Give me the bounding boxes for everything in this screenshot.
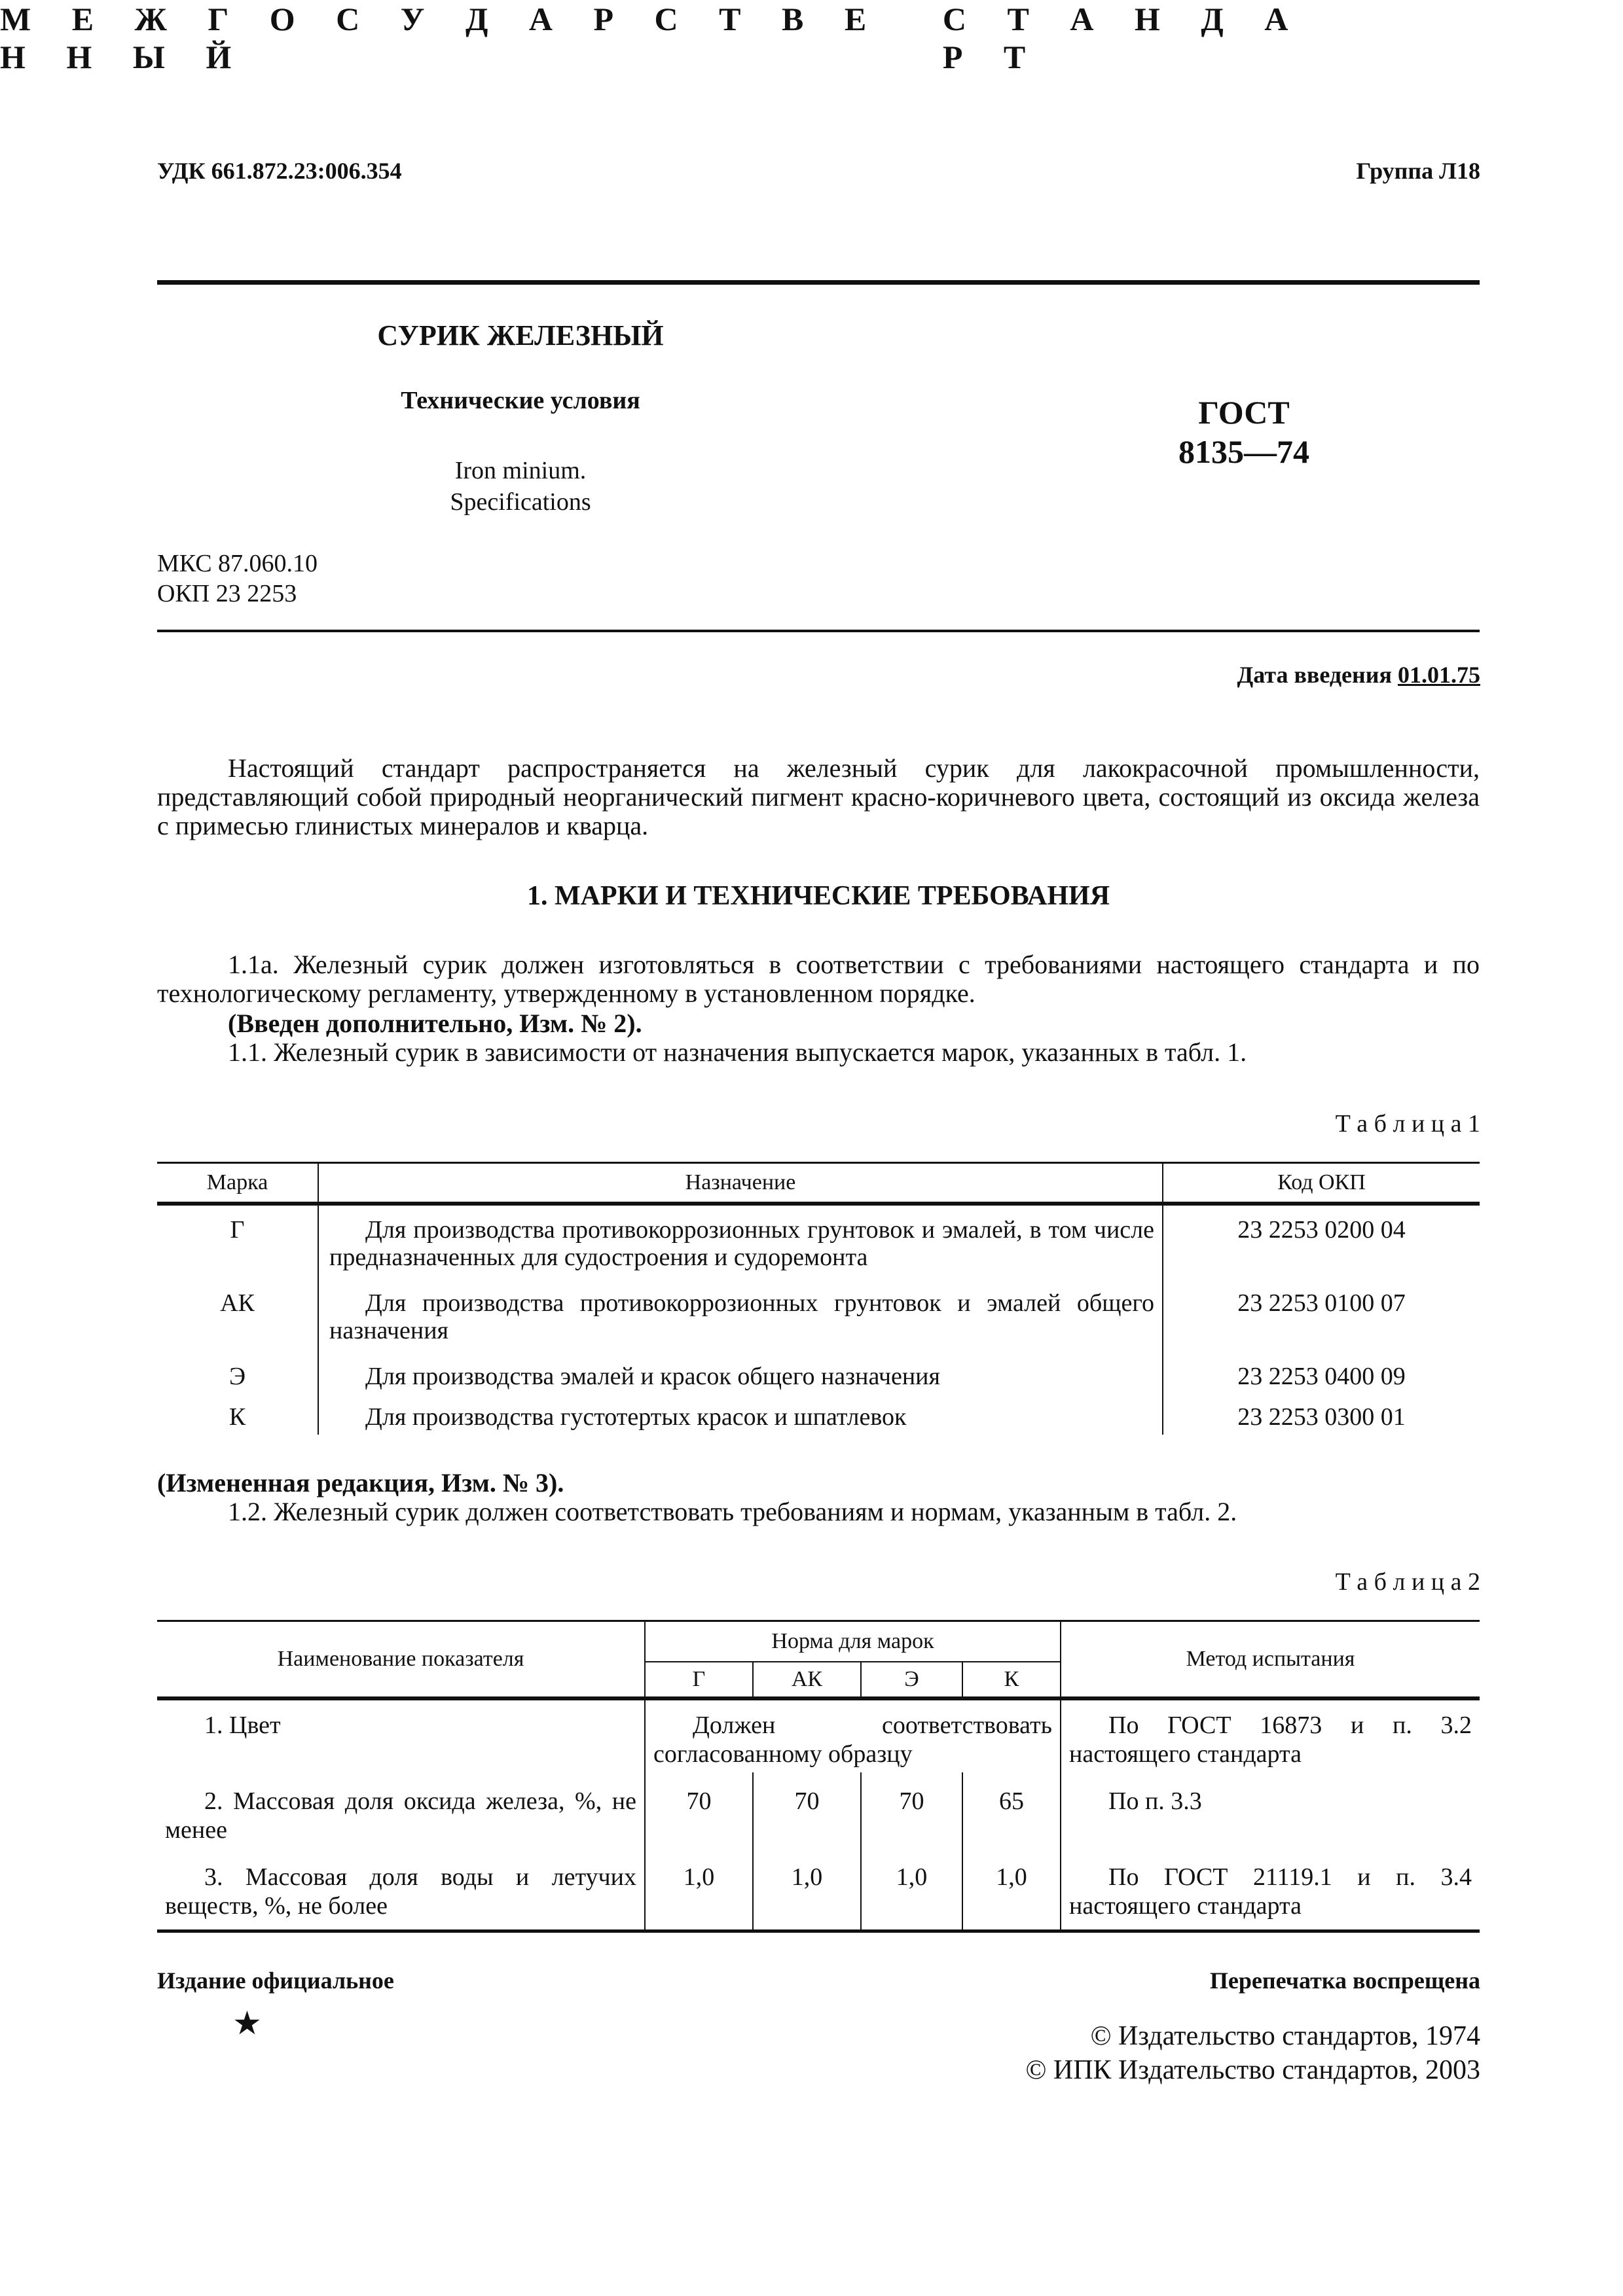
- table-1: [157, 1162, 1480, 1435]
- t2-value-ak: 1,0: [753, 1848, 861, 1931]
- standard-label: С Т А Н Д А Р Т: [942, 1, 1305, 75]
- classification-codes: [157, 548, 318, 609]
- t1-code: 23 2253 0200 04: [1163, 1204, 1480, 1275]
- star-icon: ★: [232, 2005, 262, 2041]
- t2-value-e: 1,0: [861, 1848, 962, 1931]
- gost-label: ГОСТ: [1198, 394, 1290, 431]
- copyright-1974: © Издательство стандартов, 1974: [1090, 2021, 1480, 2051]
- interstate-standard-banner: [0, 0, 1322, 76]
- header-rule: [157, 280, 1480, 285]
- udk-code: УДК 661.872.23:006.354: [157, 158, 402, 184]
- table-row: [157, 1275, 1480, 1348]
- paragraph-1-1a: 1.1а. Железный сурик должен изготовляться в соответствии с требованиями настоящего стандарта и по технологическому регламенту, утвержденному в установленном порядке.: [157, 950, 1480, 1008]
- date-value: 01.01.75: [1398, 662, 1480, 688]
- t1-header-grade: Марка: [157, 1163, 318, 1204]
- title-rule: [157, 630, 1480, 632]
- t1-purpose: Для производства эмалей и красок общего назначения: [318, 1348, 1163, 1394]
- t1-header-code: Код ОКП: [1163, 1163, 1480, 1204]
- t2-indicator: 2. Массовая доля оксида железа, %, не менее: [165, 1787, 636, 1844]
- reprint-prohibited: Перепечатка воспрещена: [1209, 1967, 1480, 1994]
- t2-header-grade-e: Э: [861, 1662, 962, 1698]
- t1-grade: Г: [230, 1216, 245, 1244]
- group-code: Группа Л18: [1356, 158, 1480, 184]
- section-1-heading: 1. МАРКИ И ТЕХНИЧЕСКИЕ ТРЕБОВАНИЯ: [526, 881, 1110, 911]
- t2-indicator: 3. Массовая доля воды и летучих веществ, %, не более: [165, 1863, 636, 1920]
- date-label: Дата введения: [1237, 662, 1392, 688]
- note-1-1a: (Введен дополнительно, Изм. № 2).: [228, 1009, 642, 1038]
- paragraph-1-2: 1.2. Железный сурик должен соответствовать требованиям и нормам, указанным в табл. 2.: [228, 1497, 1237, 1526]
- t1-grade: К: [228, 1403, 246, 1431]
- t2-indicator: 1. Цвет: [204, 1711, 281, 1739]
- t2-header-method: Метод испытания: [1061, 1621, 1480, 1698]
- t1-grade: АК: [220, 1289, 255, 1317]
- t2-method: По п. 3.3: [1061, 1772, 1480, 1848]
- english-title-line-2: Specifications: [450, 488, 591, 516]
- document-subtitle: Технические условия: [401, 387, 640, 414]
- t2-header-grade-k: К: [962, 1662, 1061, 1698]
- t2-value-g: 1,0: [645, 1848, 753, 1931]
- document-title: СУРИК ЖЕЛЕЗНЫЙ: [377, 319, 664, 351]
- t1-purpose: Для производства противокоррозионных грунтовок и эмалей общего назначения: [318, 1275, 1163, 1348]
- note-table-1: (Измененная редакция, Изм. № 3).: [157, 1468, 564, 1498]
- t2-value-k: 65: [962, 1772, 1061, 1848]
- table-row: [157, 1204, 1480, 1275]
- t2-header-norm: Норма для марок: [645, 1621, 1061, 1662]
- paragraph-1-1: 1.1. Железный сурик в зависимости от назначения выпускается марок, указанных в табл. 1.: [228, 1037, 1247, 1067]
- t1-code: 23 2253 0100 07: [1163, 1275, 1480, 1348]
- mks-code: МКС 87.060.10: [157, 550, 318, 577]
- t2-norm-all: Должен соответствовать согласованному образцу: [645, 1698, 1061, 1772]
- table-row: [157, 1394, 1480, 1435]
- t2-value-k: 1,0: [962, 1848, 1061, 1931]
- okp-code: ОКП 23 2253: [157, 580, 297, 607]
- interstate-label: М Е Ж Г О С У Д А Р С Т В Е Н Н Ы Й: [0, 1, 883, 75]
- t2-method: По ГОСТ 21119.1 и п. 3.4 настоящего стандарта: [1061, 1848, 1480, 1931]
- english-title-line-1: Iron minium.: [454, 457, 587, 484]
- table-row: [157, 1698, 1480, 1772]
- t2-value-e: 70: [861, 1772, 962, 1848]
- t2-header-grade-g: Г: [645, 1662, 753, 1698]
- t1-code: 23 2253 0300 01: [1163, 1394, 1480, 1435]
- t2-header-grade-ak: АК: [753, 1662, 861, 1698]
- t1-header-purpose: Назначение: [318, 1163, 1163, 1204]
- copyright-block: [1025, 2019, 1480, 2087]
- english-title: [308, 455, 733, 518]
- table-row: [157, 1848, 1480, 1931]
- table-2-caption: Т а б л и ц а 2: [1335, 1568, 1480, 1596]
- t2-value-g: 70: [645, 1772, 753, 1848]
- gost-designation: [1113, 393, 1375, 471]
- official-edition: Издание официальное: [157, 1967, 394, 1994]
- t2-method: По ГОСТ 16873 и п. 3.2 настоящего стандарта: [1061, 1698, 1480, 1772]
- t2-header-name: Наименование показателя: [157, 1621, 645, 1698]
- table-row: [157, 1772, 1480, 1848]
- t1-grade: Э: [228, 1363, 246, 1390]
- t2-value-ak: 70: [753, 1772, 861, 1848]
- introduction-date: [1237, 661, 1481, 689]
- t1-code: 23 2253 0400 09: [1163, 1348, 1480, 1394]
- table-row: [157, 1348, 1480, 1394]
- table-2: [157, 1620, 1480, 1933]
- copyright-2003: © ИПК Издательство стандартов, 2003: [1025, 2055, 1480, 2085]
- t1-purpose: Для производства густотертых красок и шпатлевок: [318, 1394, 1163, 1435]
- table-1-caption: Т а б л и ц а 1: [1335, 1110, 1480, 1138]
- intro-paragraph: Настоящий стандарт распространяется на железный сурик для лакокрасочной промышленности, представляющий собой природный неорганический пигмент красно-коричневого цвета, состоящий из оксида железа с примесью глинистых минералов и кварца.: [157, 753, 1480, 840]
- gost-number: 8135—74: [1178, 433, 1309, 470]
- t1-purpose: Для производства противокоррозионных грунтовок и эмалей, в том числе предназначенных для судостроения и судоремонта: [318, 1204, 1163, 1275]
